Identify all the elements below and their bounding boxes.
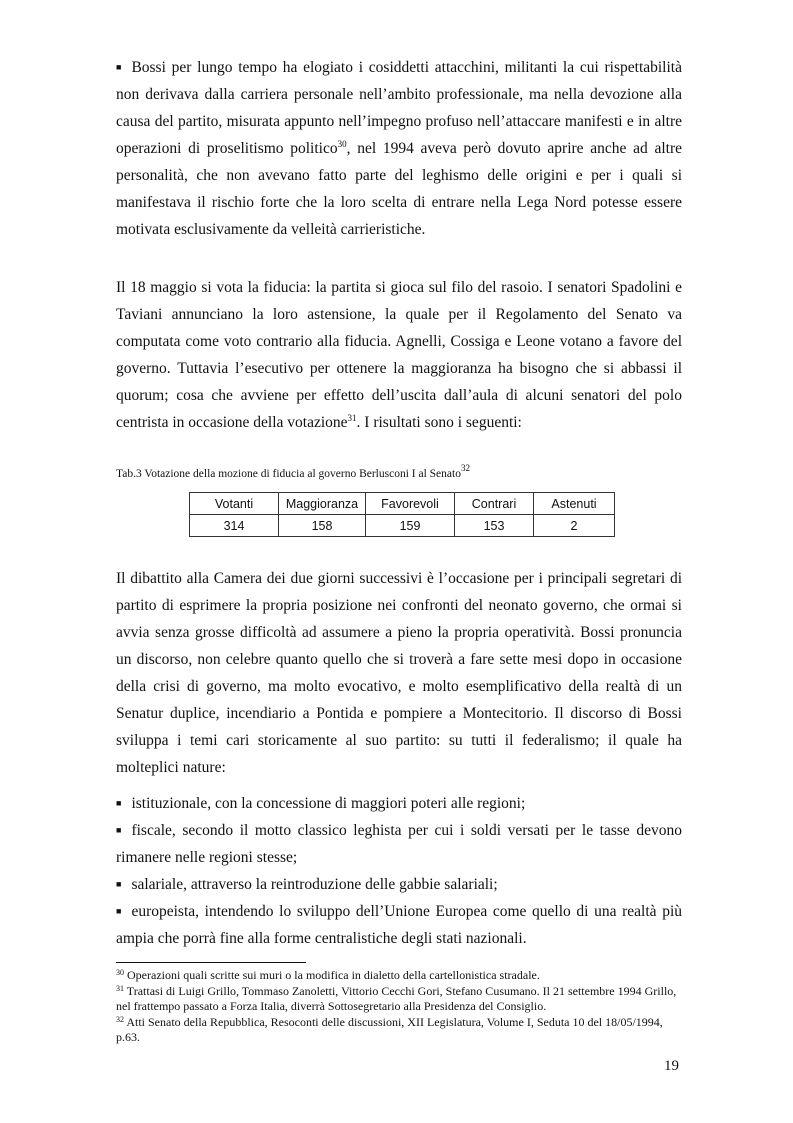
paragraph-bullet-attacchini <box>116 54 682 243</box>
footnote <box>116 1015 682 1044</box>
table-cell: 153 <box>455 515 534 537</box>
bullet-icon: ■ <box>116 798 122 808</box>
footnote-ref: 30 <box>337 139 347 149</box>
list-item <box>116 790 682 817</box>
table-header-cell: Contrari <box>455 493 534 515</box>
table-cell: 159 <box>366 515 455 537</box>
paragraph-text: . I risultati sono i seguenti: <box>356 414 522 431</box>
bullet-icon: ■ <box>116 825 122 835</box>
table-cell: 314 <box>190 515 279 537</box>
list-item <box>116 871 682 898</box>
table-row <box>190 515 615 537</box>
page-number: 19 <box>664 1058 679 1074</box>
list-item-text: istituzionale, con la concessione di maggiori poteri alle regioni; <box>131 795 526 812</box>
list-item <box>116 898 682 952</box>
paragraph-text: Bossi per lungo tempo ha elogiato i cosiddetti attacchini, militanti la cui rispettabilità non derivava dalla carriera personale nell’ambito professionale, ma nella devozione alla causa del partito, misurata appunto nell’impegno profuso nell’attaccare manifesti e in altre operazioni di proselitismo politico <box>116 59 682 157</box>
footnote-text: Trattasi di Luigi Grillo, Tommaso Zanoletti, Vittorio Cecchi Gori, Stefano Cusumano. Il 21 settembre 1994 Grillo, nel frattempo passato a Forza Italia, diverrà Sottosegretario alla Presidenza del Consiglio. <box>116 984 677 1013</box>
vote-results-table <box>189 492 615 537</box>
footnote-text: Operazioni quali scritte sui muri o la modifica in dialetto della cartellonistica stradale. <box>127 968 540 982</box>
footnote-ref: 31 <box>347 413 357 423</box>
table-header-cell: Votanti <box>190 493 279 515</box>
bullet-icon: ■ <box>116 906 122 916</box>
footnote <box>116 984 682 1013</box>
footnote <box>116 968 682 983</box>
list-item-text: europeista, intendendo lo sviluppo dell’Unione Europea come quello di una realtà più ampia che porrà fine alla forme centralistiche degli stati nazionali. <box>116 903 682 947</box>
paragraph-text: Il 18 maggio si vota la fiducia: la partita si gioca sul filo del rasoio. I senatori Spadolini e Taviani annunciano la loro astensione, la quale per il Regolamento del Senato va computata come voto contrario alla fiducia. Agnelli, Cossiga e Leone votano a favore del governo. Tuttavia l’esecutivo per ottenere la maggioranza ha bisogno che si abbassi il quorum; cosa che avviene per effetto dell’uscita dall’aula di alcuni senatori del polo centrista in occasione della votazione <box>116 279 682 431</box>
table-header-cell: Favorevoli <box>366 493 455 515</box>
footnote-number: 30 <box>116 968 124 977</box>
caption-text: Tab.3 Votazione della mozione di fiducia al governo Berlusconi I al Senato <box>116 468 461 480</box>
paragraph-text: , nel 1994 aveva però dovuto aprire anche ad altre personalità, che non avevano fatto parte del leghismo delle origini e per i quali si manifestava il rischio forte che la loro scelta di entrare nella Lega Nord potesse essere motivata esclusivamente da velleità carrieristiche. <box>116 140 682 238</box>
table-caption <box>116 463 470 480</box>
footnote-divider <box>116 962 306 963</box>
table-header-cell: Astenuti <box>534 493 615 515</box>
bullet-icon: ■ <box>116 879 122 889</box>
list-item-text: salariale, attraverso la reintroduzione delle gabbie salariali; <box>131 876 498 893</box>
footnote-number: 31 <box>116 984 124 993</box>
footnote-number: 32 <box>116 1015 124 1024</box>
table-header-cell: Maggioranza <box>279 493 366 515</box>
table-cell: 2 <box>534 515 615 537</box>
list-item <box>116 817 682 871</box>
list-item-text: fiscale, secondo il motto classico leghista per cui i soldi versati per le tasse devono rimanere nelle regioni stesse; <box>116 822 682 866</box>
table-cell: 158 <box>279 515 366 537</box>
paragraph-dibattito: Il dibattito alla Camera dei due giorni successivi è l’occasione per i principali segretari di partito di esprimere la propria posizione nei confronti del neonato governo, che ormai si avvia senza grosse difficoltà ad assumere a pieno la propria operatività. Bossi pronuncia un discorso, non celebre quanto quello che si troverà a fare sette mesi dopo in occasione della crisi di governo, ma molto evocativo, e molto esemplificativo della realtà di un Senatur duplice, incendiario a Pontida e pompiere a Montecitorio. Il discorso di Bossi sviluppa i temi cari storicamente al suo partito: su tutti il federalismo; il quale ha molteplici nature: <box>116 570 682 776</box>
paragraph-fiducia <box>116 274 682 436</box>
footnote-ref: 32 <box>460 463 470 473</box>
footnote-text: Atti Senato della Repubblica, Resoconti delle discussioni, XII Legislatura, Volume I, Seduta 10 del 18/05/1994, p.63. <box>116 1015 663 1044</box>
bullet-icon: ■ <box>116 62 122 72</box>
table-header-row <box>190 493 615 515</box>
